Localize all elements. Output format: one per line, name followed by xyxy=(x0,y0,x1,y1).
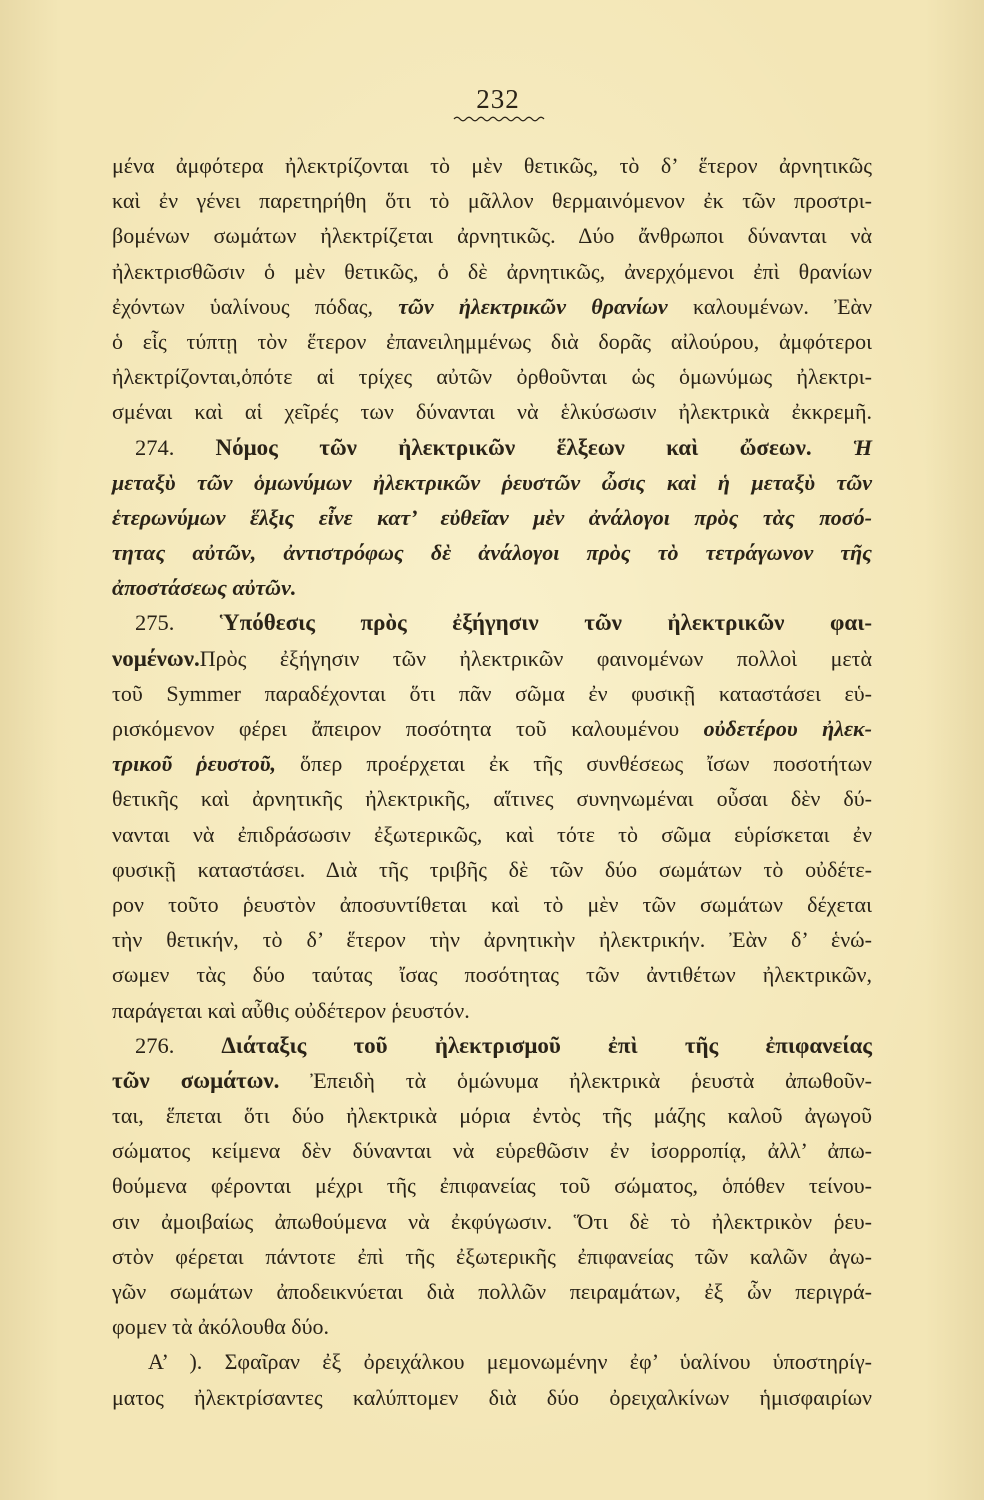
line-text: καλουμένων. Ἐὰν xyxy=(692,293,873,319)
page-number: 232 xyxy=(476,84,520,114)
text-line xyxy=(112,254,872,289)
line-text: καὶ ἐν γένει παρετηρήθη ὅτι τὸ μᾶλλον θερμαινόμενον ἐκ τῶν προστρι- xyxy=(112,188,872,214)
line-text: φομεν τὰ ἀκόλουθα δύο. xyxy=(112,1314,330,1340)
text-line xyxy=(112,535,872,570)
line-text: μένα ἀμφότερα ἠλεκτρίζονται τὸ μὲν θετικῶς, τὸ δ’ ἕτερον ἀρνητικῶς xyxy=(112,153,872,178)
text-line xyxy=(112,781,872,816)
line-text: νανται νὰ ἐπιδράσωσιν ἐξωτερικῶς, καὶ τότε τὸ σῶμα εὑρίσκεται ἐν xyxy=(112,821,872,847)
line-text: ἠλεκτρισθῶσιν ὁ μὲν θετικῶς, ὁ δὲ ἀρνητικῶς, ἀνερχόμενοι ἐπὶ θρανίων xyxy=(112,258,872,284)
emphasis-text: τητας αὐτῶν, ἀντιστρόφως δὲ ἀνάλογοι πρὸς τὸ τετράγωνον τῆς xyxy=(112,540,872,566)
text-line xyxy=(112,218,872,253)
line-text: ρον τοῦτο ῥευστὸν ἀποσυντίθεται καὶ τὸ μὲν τῶν σωμάτων δέχεται xyxy=(112,891,872,917)
line-text: σώματος κείμενα δὲν δύνανται νὰ εὑρεθῶσιν ἐν ἰσορροπίᾳ, ἀλλ’ ἀπω- xyxy=(112,1138,872,1164)
line-text: θούμενα φέρονται μέχρι τῆς ἐπιφανείας τοῦ σώματος, ὁπόθεν τείνου- xyxy=(112,1173,872,1199)
line-text: ρισκόμενον φέρει ἄπειρον ποσότητα τοῦ καλουμένου xyxy=(112,716,680,741)
text-line xyxy=(112,1133,872,1168)
text-line xyxy=(112,1063,872,1098)
text-line xyxy=(112,641,872,676)
line-text: στὸν φέρεται πάντοτε ἐπὶ τῆς ἐξωτερικῆς ἐπιφανείας τῶν καλῶν ἀγω- xyxy=(112,1243,872,1269)
section-number: 276. xyxy=(135,1032,175,1058)
line-text: τὴν θετικήν, τὸ δ’ ἕτερον τὴν ἀρνητικὴν ἠλεκτρικήν. Ἐὰν δ’ ἑνώ- xyxy=(112,927,872,953)
text-line xyxy=(112,500,872,535)
text-line xyxy=(112,1239,872,1274)
text-line xyxy=(112,394,872,429)
text-line xyxy=(112,922,872,957)
line-text: ὅπερ προέρχεται ἐκ τῆς συνθέσεως ἴσων ποσοτήτων xyxy=(300,751,872,777)
line-text: σμέναι καὶ αἱ χεῖρές των δύνανται νὰ ἑλκύσωσιν ἠλεκτρικὰ ἐκκρεμῆ. xyxy=(112,399,872,425)
emphasis-text: οὐδετέρου ἠλεκ- xyxy=(703,716,873,741)
line-text: σωμεν τὰς δύο ταύτας ἴσας ποσότητας τῶν ἀντιθέτων ἠλεκτρικῶν, xyxy=(112,962,872,988)
line-text: ματος ἠλεκτρίσαντες καλύπτομεν διὰ δύο ὀρειχαλκίνων ἡμισφαιρίων xyxy=(112,1384,872,1410)
line-text: σιν ἀμοιβαίως ἀπωθούμενα νὰ ἐκφύγωσιν. Ὅτι δὲ τὸ ἠλεκτρικὸν ῥευ- xyxy=(112,1208,872,1234)
section-number: 275. xyxy=(135,610,175,636)
text-line xyxy=(112,359,872,394)
text-line xyxy=(112,430,872,465)
page-number-ornament xyxy=(452,115,546,123)
text-line xyxy=(112,957,872,992)
text-line xyxy=(112,711,872,746)
section-number: 274. xyxy=(135,434,175,460)
text-line xyxy=(112,1380,872,1415)
emphasis-text: ἑτερωνύμων ἕλξις εἶνε κατ’ εὐθεῖαν μὲν ἀνάλογοι πρὸς τὰς ποσό- xyxy=(112,504,872,530)
line-text: γῶν σωμάτων ἀποδεικνύεται διὰ πολλῶν πειραμάτων, ἐξ ὧν περιγρά- xyxy=(112,1279,872,1304)
section-heading: Διάταξις τοῦ ἠλεκτρισμοῦ ἐπὶ τῆς ἐπιφανείας xyxy=(221,1032,872,1058)
text-line xyxy=(112,1098,872,1133)
line-text: Ἐπειδὴ τὰ ὁμώνυμα ἠλεκτρικὰ ῥευστὰ ἀπωθοῦν- xyxy=(310,1067,872,1093)
emphasis-text: Ἡ xyxy=(852,434,873,460)
text-line xyxy=(112,1274,872,1309)
text-line xyxy=(112,1028,872,1063)
section-heading: Ὑπόθεσις πρὸς ἐξήγησιν τῶν ἠλεκτρικῶν φαι- xyxy=(219,610,872,636)
line-text: ται, ἕπεται ὅτι δύο ἠλεκτρικὰ μόρια ἐντὸς τῆς μάζης καλοῦ ἀγωγοῦ xyxy=(112,1103,872,1129)
emphasis-text: ἀποστάσεως αὐτῶν. xyxy=(112,575,297,601)
text-line xyxy=(112,1204,872,1239)
text-line xyxy=(112,1168,872,1203)
line-text: ἐχόντων ὑαλίνους πόδας, xyxy=(112,293,373,319)
text-line xyxy=(112,289,872,324)
text-line xyxy=(112,993,872,1028)
text-line xyxy=(112,852,872,887)
line-text: ὁ εἷς τύπτῃ τὸν ἕτερον ἐπανειλημμένως διὰ δορᾶς αἰλούρου, ἀμφότεροι xyxy=(112,328,872,354)
line-text: τοῦ Symmer παραδέχονται ὅτι πᾶν σῶμα ἐν φυσικῇ καταστάσει εὑ- xyxy=(112,680,872,706)
text-line xyxy=(112,570,872,605)
emphasis-text: μεταξὺ τῶν ὁμωνύμων ἠλεκτρικῶν ῥευστῶν ὦσις καὶ ἡ μεταξὺ τῶν xyxy=(112,469,872,495)
emphasis-text: τρικοῦ ῥευστοῦ, xyxy=(112,751,276,777)
text-line xyxy=(112,1344,872,1379)
text-line xyxy=(112,887,872,922)
line-text: βομένων σωμάτων ἠλεκτρίζεται ἀρνητικῶς. Δύο ἄνθρωποι δύνανται νὰ xyxy=(112,223,872,249)
text-line xyxy=(112,1309,872,1344)
line-text: ἠλεκτρίζονται,ὁπότε αἱ τρίχες αὐτῶν ὀρθοῦνται ὡς ὁμωνύμως ἠλεκτρι- xyxy=(112,364,872,390)
text-line xyxy=(112,817,872,852)
text-line xyxy=(112,676,872,711)
emphasis-text: τῶν ἠλεκτρικῶν θρανίων xyxy=(398,293,668,319)
text-line xyxy=(112,324,872,359)
text-line xyxy=(112,605,872,640)
page-body xyxy=(112,148,872,1415)
text-line xyxy=(112,465,872,500)
line-text: παράγεται καὶ αὖθις οὐδέτερον ῥευστόν. xyxy=(112,997,470,1023)
text-line xyxy=(112,148,872,183)
section-heading: νομένων. xyxy=(112,645,200,671)
section-heading: Νόμος τῶν ἠλεκτρικῶν ἕλξεων καὶ ὤσεων. xyxy=(215,434,812,460)
section-heading: τῶν σωμάτων. xyxy=(112,1067,280,1093)
text-line xyxy=(112,183,872,218)
line-text: Α’ ). Σφαῖραν ἐξ ὀρειχάλκου μεμονωμένην ἐφ’ ὑαλίνου ὑποστηρίγ- xyxy=(148,1349,872,1375)
text-line xyxy=(112,746,872,781)
line-text: φυσικῇ καταστάσει. Διὰ τῆς τριβῆς δὲ τῶν δύο σωμάτων τὸ οὐδέτε- xyxy=(112,856,872,882)
line-text: Πρὸς ἐξήγησιν τῶν ἠλεκτρικῶν φαινομένων πολλοὶ μετὰ xyxy=(199,645,872,671)
line-text: θετικῆς καὶ ἀρνητικῆς ἠλεκτρικῆς, αἵτινες συνηνωμέναι οὖσαι δὲν δύ- xyxy=(112,786,872,812)
